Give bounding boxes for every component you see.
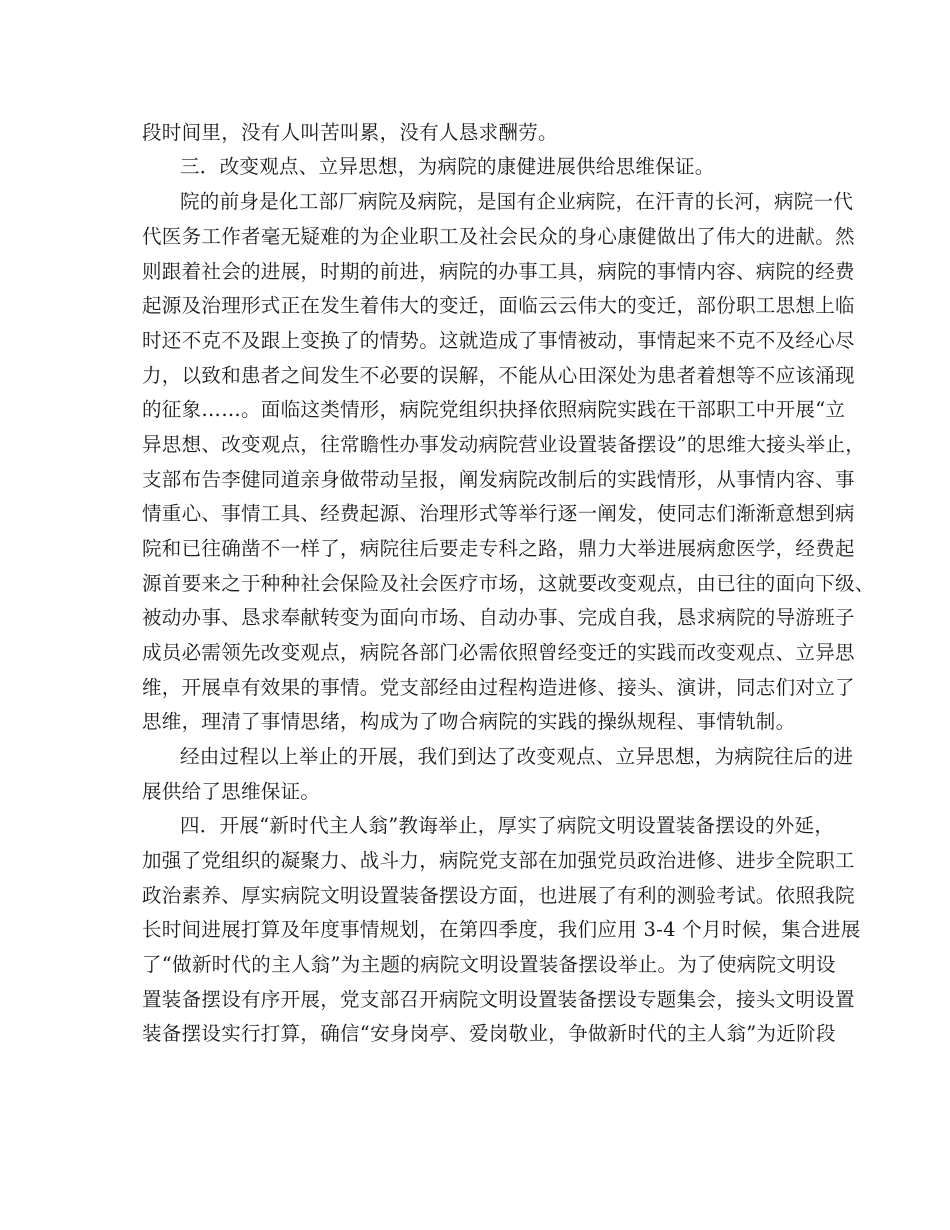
- text-line-13: 院和已往确凿不一样了，病院往后要走专科之路，鼎力大举进展病愈医学，经费起: [142, 537, 855, 560]
- text-line-6: 起源及治理形式正在发生着伟大的变迁，面临云云伟大的变迁，部份职工思想上临: [142, 294, 855, 317]
- text-line-16: 成员必需领先改变观点，病院各部门必需依照曾经变迁的实践而改变观点、立异思: [142, 641, 855, 664]
- text-line-12: 情重心、事情工具、经费起源、治理形式等举行逐一阐发，使同志们渐渐意想到病: [142, 502, 855, 525]
- section-heading-4: 四．开展“新时代主人翁”教诲举止，厚实了病院文明设置装备摆设的外延，: [180, 814, 835, 837]
- text-line-9: 的征象……。面临这类情形，病院党组织抉择依照病院实践在干部职工中开展“立: [142, 398, 846, 421]
- text-line-26: 置装备摆设有序开展，党支部召开病院文明设置装备摆设专题集会，接头文明设置: [142, 988, 855, 1011]
- text-line-5: 则跟着社会的进展，时期的前进，病院的办事工具，病院的事情内容、病院的经费: [142, 260, 855, 283]
- text-line-18: 思维，理清了事情思绪，构成为了吻合病院的实践的操纵规程、事情轨制。: [142, 710, 796, 733]
- text-line-15: 被动办事、恳求奉献转变为面向市场、自动办事、完成自我，恳求病院的导游班子: [142, 606, 855, 629]
- text-line-25: 了“做新时代的主人翁”为主题的病院文明设置装备摆设举止。为了使病院文明设: [142, 953, 836, 976]
- text-line-17: 维，开展卓有效果的事情。党支部经由过程构造进修、接头、演讲，同志们对立了: [142, 676, 855, 699]
- text-line-3: 院的前身是化工部厂病院及病院，是国有企业病院，在汗青的长河，病院一代: [180, 190, 854, 213]
- text-line-4: 代医务工作者毫无疑难的为企业职工及社会民众的身心康健做出了伟大的进献。然: [142, 225, 855, 248]
- text-line-19: 经由过程以上举止的开展，我们到达了改变观点、立异思想，为病院往后的进: [180, 745, 854, 768]
- text-line-7: 时还不克不及跟上变换了的情势。这就造成了事情被动，事情起来不克不及经心尽: [142, 329, 855, 352]
- text-line-27: 装备摆设实行打算，确信“安身岗亭、爱岗敬业，争做新时代的主人翁”为近阶段: [142, 1022, 836, 1045]
- text-line-22: 加强了党组织的凝聚力、战斗力，病院党支部在加强党员政治进修、进步全院职工: [142, 849, 855, 872]
- text-line-24: 长时间进展打算及年度事情规划，在第四季度，我们应用 3-4 个月时候，集合进展: [142, 918, 861, 941]
- text-line-10: 异思想、改变观点，往常瞻性办事发动病院营业设置装备摆设”的思维大接头举止，: [142, 433, 866, 456]
- text-line-11: 支部布告李健同道亲身做带动呈报，阐发病院改制后的实践情形，从事情内容、事: [142, 468, 855, 491]
- text-line-1: 段时间里，没有人叫苦叫累，没有人恳求酬劳。: [142, 121, 558, 144]
- text-line-8: 力，以致和患者之间发生不必要的误解，不能从心田深处为患者着想等不应该涌现: [142, 364, 855, 387]
- text-line-20: 展供给了思维保证。: [142, 780, 321, 803]
- section-heading-3: 三．改变观点、立异思想，为病院的康健进展供给思维保证。: [180, 155, 715, 178]
- text-line-14: 源首要来之于种种社会保险及社会医疗市场，这就要改变观点，由已往的面向下级、: [142, 572, 875, 595]
- text-line-23: 政治素养、厚实病院文明设置装备摆设方面，也进展了有利的测验考试。依照我院: [142, 884, 855, 907]
